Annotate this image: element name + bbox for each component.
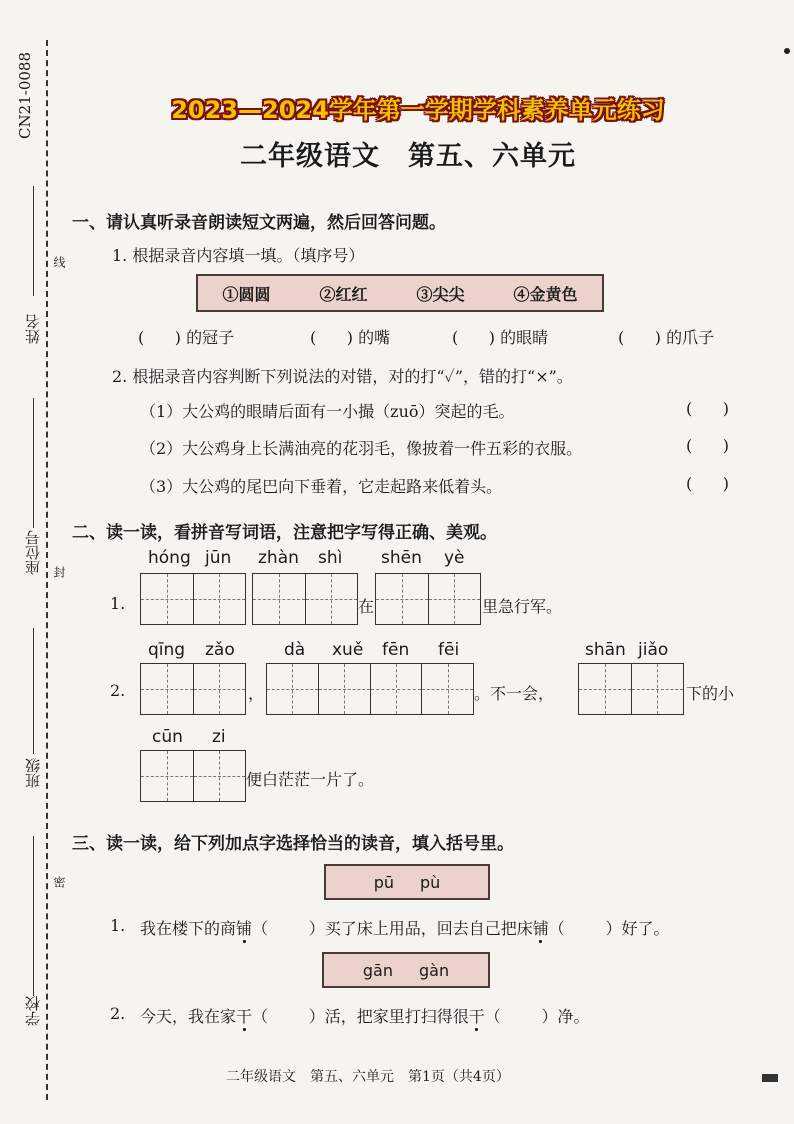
pinyin-choice-box-gan <box>322 952 490 988</box>
writing-grid-qingzao[interactable] <box>140 663 246 715</box>
section3-title: 三、读一读，给下列加点字选择恰当的读音，填入括号里。 <box>72 834 514 854</box>
blank-beak[interactable]: ( ) 的嘴 <box>310 328 391 347</box>
s2-item1-text-b: 里急行军。 <box>482 597 563 616</box>
seal-mark: 封 <box>52 566 66 578</box>
s2-item2-text-a: 。不一会， <box>474 684 555 703</box>
option-3: ③尖尖 <box>416 284 465 304</box>
pinyin: qīng <box>148 640 186 660</box>
dotted-char: 铺 <box>532 919 549 938</box>
statement-3: （3）大公鸡的尾巴向下垂着，它走起路来低着头。 <box>140 477 503 496</box>
pinyin: jūn <box>205 548 232 568</box>
s2-item2-text-b: 下的小 <box>686 684 735 703</box>
term-banner: 2023—2024学年第一学期学科素养单元练习 <box>171 96 665 124</box>
pinyin-option: pù <box>420 872 441 892</box>
option-1: ①圆圆 <box>222 284 271 304</box>
section2-title: 二、读一读，看拼音写词语，注意把字写得正确、美观。 <box>72 523 497 543</box>
option-4: ④金黄色 <box>513 284 578 304</box>
pinyin-option: gàn <box>419 960 450 980</box>
s2-item1-text-a: 在 <box>358 597 375 616</box>
pinyin: fēn <box>382 640 410 660</box>
name-underline <box>33 186 34 296</box>
writing-grid-zhanshi[interactable] <box>252 573 358 625</box>
s2-item1-num: 1. <box>110 594 126 613</box>
page-title: 二年级语文 第五、六单元 <box>240 141 576 172</box>
dotted-char: 干 <box>468 1007 485 1026</box>
pinyin-option: pū <box>373 872 394 892</box>
class-underline <box>33 628 34 754</box>
scan-mark <box>762 1074 778 1082</box>
writing-grid-shenye[interactable] <box>375 573 481 625</box>
option-2: ②红红 <box>319 284 368 304</box>
pinyin: yè <box>444 548 465 568</box>
statement-2: （2）大公鸡身上长满油亮的花羽毛，像披着一件五彩的衣服。 <box>140 439 583 458</box>
section1-title: 一、请认真听录音朗读短文两遍，然后回答问题。 <box>72 213 446 233</box>
corner-dot <box>784 48 790 54</box>
seat-underline <box>33 398 34 528</box>
answer-paren-2[interactable]: ( ) <box>686 436 729 455</box>
pinyin: shēn <box>381 548 422 568</box>
s3-q2-sentence: 今天，我在家干（ ）活，把家里打扫得很干（ ）净。 <box>140 1007 590 1026</box>
s3-q2-num: 2. <box>110 1004 126 1023</box>
pinyin: hóng <box>148 548 191 568</box>
name-label: 姓名 <box>24 314 42 344</box>
answer-paren-1[interactable]: ( ) <box>686 399 729 418</box>
blank-crown[interactable]: ( ) 的冠子 <box>138 328 235 347</box>
blank-claws[interactable]: ( ) 的爪子 <box>618 328 715 347</box>
pinyin: zhàn <box>258 548 299 568</box>
cut-line-mark: 线 <box>52 256 66 268</box>
seat-label: 座位号 <box>24 530 42 575</box>
writing-grid-daxuefenfei[interactable] <box>266 663 474 715</box>
writing-grid-hongjun[interactable] <box>140 573 246 625</box>
writing-grid-shanjiao[interactable] <box>578 663 684 715</box>
s1-options-box <box>196 274 604 312</box>
pinyin: shān <box>585 640 626 660</box>
school-underline <box>33 836 34 996</box>
pinyin: zi <box>212 727 226 747</box>
class-label: 班级 <box>24 758 42 788</box>
pinyin-option: gān <box>362 960 393 980</box>
school-label: 学校 <box>24 996 42 1026</box>
writing-grid-cunzi[interactable] <box>140 750 246 802</box>
dotted-char: 铺 <box>236 919 253 938</box>
pinyin: jiǎo <box>638 640 669 660</box>
product-code: CN21-0088 <box>16 52 34 139</box>
s1-q2-prompt: 2. 根据录音内容判断下列说法的对错，对的打“✓”，错的打“×”。 <box>112 367 573 386</box>
pinyin: zǎo <box>205 640 235 660</box>
pinyin: shì <box>318 548 343 568</box>
pinyin: fēi <box>438 640 460 660</box>
s3-q1-num: 1. <box>110 916 126 935</box>
dotted-char: 干 <box>236 1007 253 1026</box>
statement-1: （1）大公鸡的眼睛后面有一小撮（zuō）突起的毛。 <box>140 402 515 421</box>
answer-paren-3[interactable]: ( ) <box>686 474 729 493</box>
secret-mark: 密 <box>52 876 66 888</box>
s1-q1-prompt: 1. 根据录音内容填一填。（填序号） <box>112 246 365 265</box>
pinyin: cūn <box>152 727 183 747</box>
s3-q1-sentence: 我在楼下的商铺（ ）买了床上用品，回去自己把床铺（ ）好了。 <box>140 919 670 938</box>
s2-item2-comma: ， <box>248 684 265 703</box>
binding-dashed-line <box>46 40 48 1100</box>
s2-item2-text-c: 便白茫茫一片了。 <box>246 770 375 789</box>
blank-eyes[interactable]: ( ) 的眼睛 <box>452 328 549 347</box>
s2-item2-num: 2. <box>110 681 126 700</box>
pinyin: xuě <box>332 640 364 660</box>
pinyin: dà <box>284 640 306 660</box>
page-footer: 二年级语文 第五、六单元 第1页（共4页） <box>226 1069 510 1085</box>
pinyin-choice-box-pu <box>324 864 490 900</box>
